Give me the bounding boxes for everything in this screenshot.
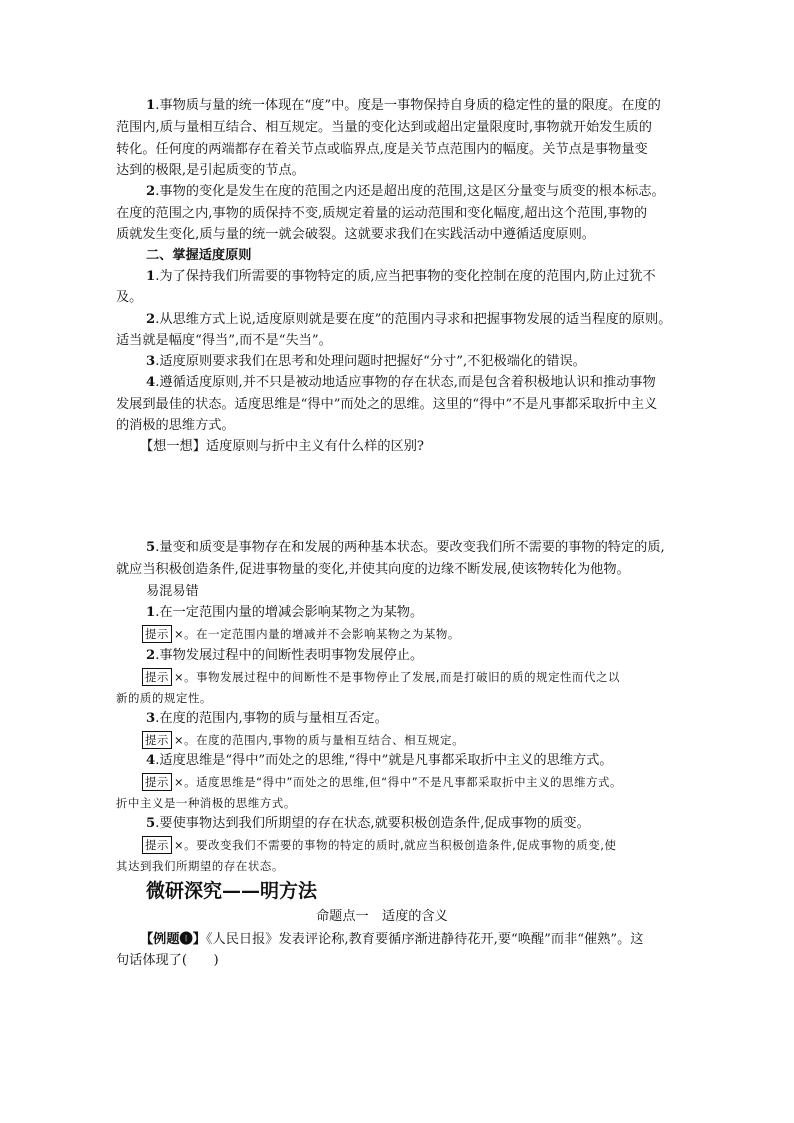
hint-tag: 提示 — [142, 668, 172, 686]
s1-p2-line2: 在度的范围之内,事物的质保持不变,质规定着量的运动范围和变化幅度,超出这个范围,事物的 — [116, 206, 648, 221]
example-line1: 【例题❶】《人民日报》发表评论称,教育要循序渐进静待花开,要“唤醒”而非“催熟”。这 — [140, 932, 644, 947]
s2-p5-line1: 5.量变和质变是事物存在和发展的两种基本状态。要改变我们所不需要的事物的特定的质, — [146, 540, 665, 555]
confuse-2-hint: 提示 ×。事物发展过程中的间断性不是事物停止了发展,而是打破旧的质的规定性而代之以 — [142, 667, 620, 687]
confuse-5-hint-cont: 其达到我们所期望的存在状态。 — [116, 859, 284, 873]
s1-p1-num: 1 — [146, 98, 156, 113]
confuse-3-statement: 3.在度的范围内,事物的质与量相互否定。 — [146, 711, 388, 726]
confuse-title: 易混易错 — [146, 584, 199, 599]
example-line2: 句话体现了( ) — [116, 953, 219, 968]
confuse-1-hint: 提示 ×。在一定范围内量的增减并不会影响某物之为某物。 — [142, 624, 460, 644]
proposition-subtitle: 命题点一 适度的含义 — [316, 909, 448, 924]
s2-p2-line2: 适当就是幅度“得当”,而不是“失当”。 — [116, 333, 332, 348]
confuse-4-hint: 提示 ×。适度思维是“得中”而处之的思维,但“得中”不是凡事都采取折中主义的思维方式。 — [142, 772, 622, 792]
confuse-4-hint-cont: 折中主义是一种消极的思维方式。 — [116, 796, 296, 810]
confuse-1-statement: 1.在一定范围内量的增减会影响某物之为某物。 — [146, 605, 424, 620]
confuse-5-statement: 5.要使事物达到我们所期望的存在状态,就要积极创造条件,促成事物的质变。 — [146, 816, 590, 831]
confuse-5-hint: 提示 ×。要改变我们不需要的事物的特定的质时,就应当积极创造条件,促成事物的质变,使 — [142, 835, 616, 855]
section2-heading: 二、掌握适度原则 — [146, 248, 252, 263]
confuse-3-hint: 提示 ×。在度的范围内,事物的质与量相互结合、相互规定。 — [142, 730, 464, 750]
research-title: 微研深究——明方法 — [146, 880, 318, 902]
s2-p4-line1: 4.遵循适度原则,并不只是被动地适应事物的存在状态,而是包含着积极地认识和推动事物 — [146, 375, 656, 390]
s1-p1-line3: 转化。任何度的两端都存在着关节点或临界点,度是关节点范围内的幅度。关节点是事物量变 — [116, 142, 648, 157]
confuse-4-statement: 4.适度思维是“得中”而处之的思维,“得中”就是凡事都采取折中主义的思维方式。 — [146, 753, 613, 768]
s1-p1-line4: 达到的极限,是引起质变的节点。 — [116, 163, 305, 178]
s1-p2-line1: 2.事物的变化是发生在度的范围之内还是超出度的范围,这是区分量变与质变的根本标志。 — [146, 184, 665, 199]
s1-p2-line3: 质就发生变化,质与量的统一就会破裂。这就要求我们在实践活动中遵循适度原则。 — [116, 227, 595, 242]
example-label: 【例题❶】 — [140, 932, 206, 947]
hint-tag: 提示 — [142, 773, 172, 791]
confuse-2-hint-cont: 新的质的规定性。 — [116, 691, 212, 705]
s2-p4-line2: 发展到最佳的状态。适度思维是“得中”而处之的思维。这里的“得中”不是凡事都采取折中主义 — [116, 397, 658, 412]
s2-p2-line1: 2.从思维方式上说,适度原则就是要在度”的范围内寻求和把握事物发展的适当程度的原则。 — [146, 312, 672, 327]
s1-p1-line1: 1.事物质与量的统一体现在“度”中。度是一事物保持自身质的稳定性的量的限度。在度的 — [146, 98, 661, 113]
s2-p1-line2: 及。 — [116, 290, 143, 305]
hint-tag: 提示 — [142, 731, 172, 749]
think-prompt: 【想一想】适度原则与折中主义有什么样的区别? — [140, 439, 425, 454]
hint-tag: 提示 — [142, 836, 172, 854]
hint-tag: 提示 — [142, 625, 172, 643]
s2-p1-line1: 1.为了保持我们所需要的事物特定的质,应当把事物的变化控制在度的范围内,防止过犹不 — [146, 269, 656, 284]
s2-p5-line2: 就应当积极创造条件,促进事物量的变化,并使其向度的边缘不断发展,使该物转化为他物。 — [116, 562, 630, 577]
s1-p1-line2: 范围内,质与量相互结合、相互规定。当量的变化达到或超出定量限度时,事物就开始发生质的 — [116, 120, 652, 135]
confuse-2-statement: 2.事物发展过程中的间断性表明事物发展停止。 — [146, 648, 424, 663]
s2-p4-line3: 的消极的思维方式。 — [116, 418, 235, 433]
s2-p3-line1: 3.适度原则要求我们在思考和处理问题时把握好“分寸”,不犯极端化的错误。 — [146, 354, 586, 369]
